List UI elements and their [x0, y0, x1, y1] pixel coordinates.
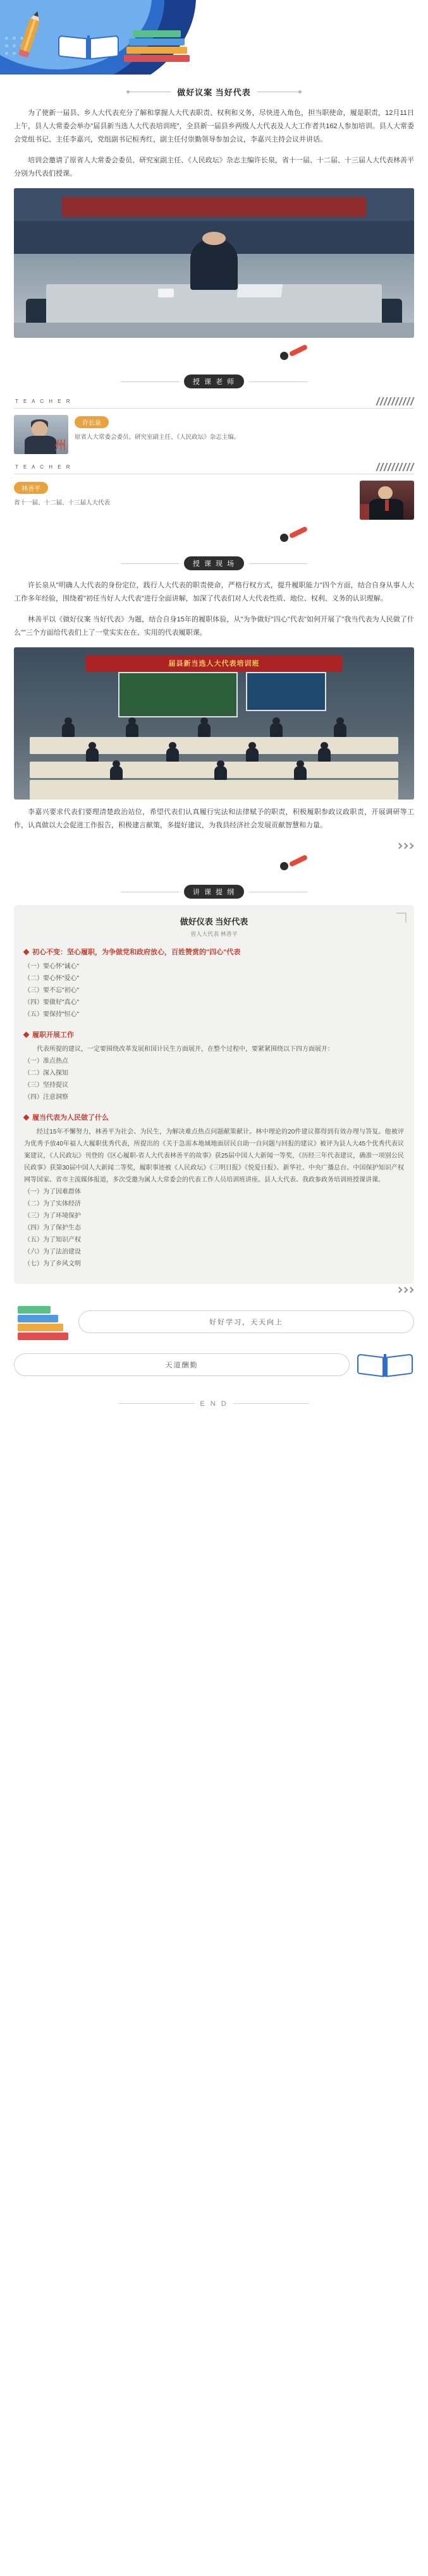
open-book-icon-footer	[356, 1346, 414, 1383]
teacher-portrait-1: 州	[14, 415, 68, 454]
outline-block-2-title: 履职开展工作	[24, 1029, 404, 1039]
outline-block-1-title: 初心不变：坚心履职，为争做党和政府放心，百姓赞赏的"四心"代表	[24, 947, 404, 957]
teacher-name-1: 许长泉	[75, 416, 109, 428]
footer-row-1	[14, 1303, 414, 1340]
outline-block-2-body: 代表所提的建议，一定要围绕改革发展和国计民生方面展开，在整个过程中，要紧紧围绕以下四方面展开： （一）准点热点 （二）深入探知 （三）坚持提议 （四）注意洞察	[24, 1046, 334, 1101]
lecture-paragraph-1: 许长泉从"明确人大代表的身份定位，践行人大代表的职责使命，严格行权方式，提升履职能力"四个方面，结合自身从事人大工作多年经验，围绕着"初任当好人大代表"进行全面讲解，加深了代表们对人大代表性质、地位、权利、义务的认识理解。	[14, 582, 414, 602]
end-marker	[0, 1389, 428, 1424]
outline-title: 做好仪表 当好代表	[180, 917, 248, 926]
outline-card-wrap	[0, 905, 428, 1284]
page-title	[14, 86, 414, 98]
divider-scene	[0, 525, 428, 570]
hatch-decor-icon-2	[377, 463, 413, 471]
teacher-portrait-2	[360, 481, 414, 520]
lecture-paragraph-2: 林善平以《做好仪案 当好代表》为题，结合自身15年的履职体验，从"为争做好"四心"代表"如何开展了"我当代表为人民做了什么""三个方面给代表们上了一堂实实在在、实用的代表履职课。	[14, 616, 414, 637]
classroom-banner-text: 届县新当选人大代表培训班	[86, 655, 342, 672]
divider-outline	[0, 853, 428, 899]
footer	[0, 1292, 428, 1383]
diamond-bullet-icon	[23, 949, 30, 955]
chevron-right-icon-group-2	[0, 1284, 428, 1292]
footer-slogan-1: 好好学习，天天向上	[78, 1310, 414, 1333]
outline-block-3-body: 经过15年不懈努力，林善平为社会、为民生，为解决难点热点问题献策献计。林中理论的20件建议都得到有效办理与答复。他被评为优秀予放40年福人大履职优秀代表，所提出的《关于急需本地域地面居民自助一自问题与回报的建议》被评为县人大45个优秀代表议案建议，《人民政坛》刊登的《区心履职-省人大代表林善平的故事》获25届中国人大新闻一等奖，《历经三年代表建议，确准一项别公民民政事》获第30届中国人大新闻二等奖，履职事迹被《人民政坛》《三明日报》《悦爱日报》、新华社、中央广播总台、中国保护知识产权网等国家、省市主流媒体报道，多次受邀为属人大常委会的代表工作人员培训班讲座。县人大代表、我政参政务培训班授课讲课。 （一）为了因难群体 （二）为了实体经济 （三）为了环境保护 （四）为了保护生态 （五）为了知识产权 （六）为了法治建设 （七）为了乡风文明	[24, 1129, 404, 1267]
pointer-icon-2	[280, 525, 308, 544]
corner-decor-icon	[396, 913, 407, 923]
intro-paragraph-2: 培训会邀请了原省人大常委会委员、研究室副主任、《人民政坛》杂志主编许长泉，省十一届、十二届、十三届人大代表林善平分别为代表们授课。	[14, 157, 414, 177]
teacher-desc-1: 原省人大常委会委员、研究室副主任、《人民政坛》杂志主编。	[75, 434, 240, 441]
teacher-card-1	[0, 397, 428, 454]
outline-subtitle: 省人大代表 林善平	[190, 931, 238, 937]
meeting-room-photo	[14, 188, 414, 338]
divider-scene-label: 授 课 现 场	[184, 556, 244, 570]
diamond-bullet-icon-2	[23, 1031, 30, 1038]
stacked-books-icon	[124, 29, 193, 62]
hatch-decor-icon	[377, 397, 413, 405]
divider-outline-label: 讲 课 提 纲	[184, 885, 244, 899]
diamond-bullet-icon-3	[23, 1114, 30, 1120]
end-text: E N D	[200, 1399, 228, 1408]
outline-card	[14, 905, 414, 1284]
teacher-name-2: 林善平	[14, 482, 48, 494]
teacher-label-1: T E A C H E R	[15, 398, 72, 404]
outline-block-3-title: 履当代表为人民做了什么	[24, 1112, 404, 1122]
footer-row-2	[14, 1346, 414, 1383]
training-classroom-photo	[14, 647, 414, 800]
top-banner	[0, 0, 428, 75]
closing-paragraph: 李嘉兴要求代表们要理清楚政治站位，希望代表们认真履行宪法和法律赋予的职责，积极履职参政议政职责，开展调研等工作，认真做以大会促进工作报告，积极建言献策，多提好建议，为我县经济社会发展贡献智慧和力量。	[14, 808, 414, 829]
teacher-card-2	[0, 463, 428, 520]
footer-slogan-2: 天道酬勤	[14, 1353, 350, 1376]
pointer-icon-3	[280, 853, 308, 872]
divider-teachers	[0, 343, 428, 388]
open-book-icon	[58, 33, 119, 61]
page-title-text: 做好议案 当好代表	[177, 88, 251, 97]
chevron-right-icon-group	[0, 840, 428, 848]
teacher-desc-2: 省十一届、十二届、十三届人大代表	[14, 500, 111, 506]
intro-paragraph-1: 为了使新一届县、乡人大代表充分了解和掌握人大代表职责、权利和义务，尽快进入角色，担当职使命，履是职责，12月11日上午，县人大常委会举办"届县新当选人大代表培训班"，全县新一届县乡两级人大代表及人大工作者共162人参加培训。县人大常委会党组书记、主任李嘉兴，党组副书记桓秀红，副主任付崇勤领导参加会议，李嘉兴主持会议并讲话。	[14, 109, 414, 143]
section-lecture	[0, 570, 428, 832]
section-intro	[0, 86, 428, 338]
stacked-books-icon-footer	[14, 1303, 72, 1340]
outline-block-1-body: （一）要心怀"诚心" （二）要心怀"爱心" （三）要不忘"初心" （四）要做好"真心" （五）要保持"恒心"	[24, 963, 80, 1018]
divider-teachers-label: 授 课 老 师	[184, 374, 244, 388]
teacher-label-2: T E A C H E R	[15, 464, 72, 470]
pointer-icon	[280, 343, 308, 362]
